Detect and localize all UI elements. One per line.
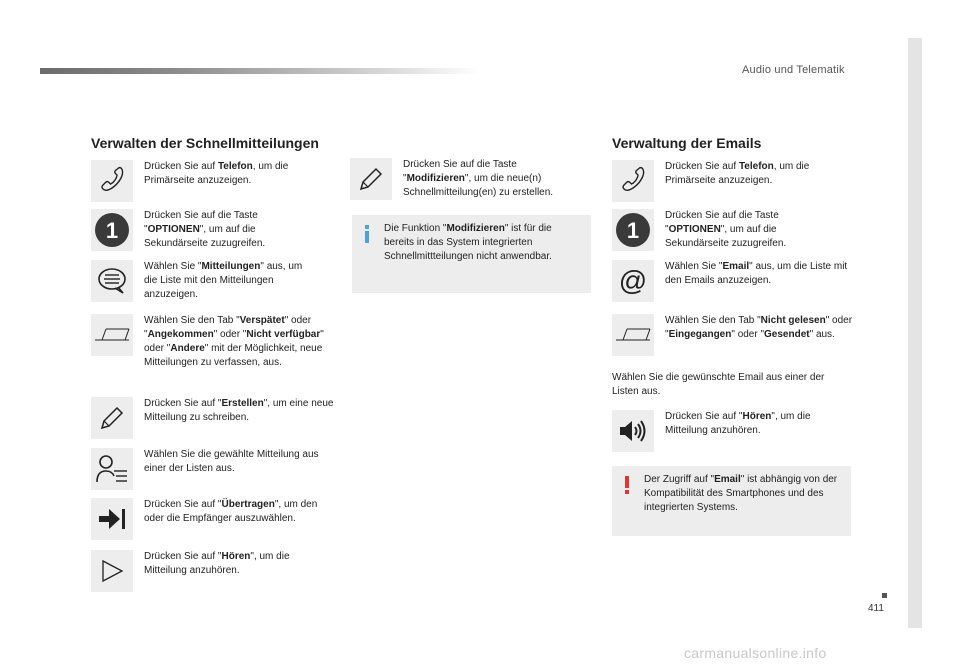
info-icon (362, 225, 372, 243)
step-row: @ Wählen Sie "Email" aus, um die Liste mit den Emails anzuzeigen. (612, 260, 855, 302)
step-row: Wählen Sie den Tab "Verspätet" oder "Angekommen" oder "Nicht verfügbar" oder "Andere" mit der Möglichkeit, neue Mitteilungen zu verfassen, aus. (91, 314, 324, 370)
svg-text:1: 1 (626, 218, 640, 243)
play-icon (91, 550, 133, 592)
watermark: carmanualsonline.info (684, 645, 827, 661)
step-row: Drücken Sie auf Telefon, um die Primärseite anzuzeigen. (91, 160, 314, 202)
tabs-icon (91, 314, 133, 356)
chapter-title: Audio und Telematik (742, 64, 845, 76)
svg-text:1: 1 (105, 218, 119, 243)
header-gradient-bar (40, 68, 480, 74)
step-row: 1 Drücken Sie auf die Taste "OPTIONEN", um auf die Sekundärseite zuzugreifen. (91, 209, 314, 251)
warning-icon (622, 476, 632, 494)
message-bubble-icon (91, 260, 133, 302)
contact-list-icon (91, 448, 133, 490)
step-row: Drücken Sie auf "Erstellen", um eine neue Mitteilung zu schreiben. (91, 397, 334, 439)
step-row: 1 Drücken Sie auf die Taste "OPTIONEN", um auf die Sekundärseite zuzugreifen. (612, 209, 835, 251)
page-number: 411 (868, 603, 884, 614)
speaker-icon (612, 410, 654, 452)
step-row: Wählen Sie den Tab "Nicht gelesen" oder "Eingegangen" oder "Gesendet" aus. (612, 314, 855, 356)
step-row: Wählen Sie die gewählte Mitteilung aus einer der Listen aus. (91, 448, 324, 490)
section-title-emails: Verwaltung der Emails (612, 135, 762, 151)
warning-note: Der Zugriff auf "Email" ist abhängig von der Kompatibilität des Smartphones und des integrierten Systems. (612, 466, 851, 536)
at-sign-icon (612, 260, 654, 302)
side-tab-strip (908, 38, 922, 628)
section-title-quick-messages: Verwalten der Schnellmitteilungen (91, 135, 319, 151)
info-note: Die Funktion "Modifizieren" ist für die bereits in das System integrierten Schnellmittteilungen nicht anwendbar. (352, 215, 591, 293)
tabs-icon (612, 314, 654, 356)
page-marker (882, 593, 887, 598)
step-row: Drücken Sie auf "Hören", um die Mitteilung anzuhören. (91, 550, 324, 592)
step-row: Wählen Sie "Mitteilungen" aus, um die Liste mit den Mitteilungen anzuzeigen. (91, 260, 314, 302)
pencil-icon (91, 397, 133, 439)
pencil-icon (350, 158, 392, 200)
number-one-icon (91, 209, 133, 251)
step-row: Drücken Sie auf "Übertragen", um den oder die Empfänger auszuwählen. (91, 498, 324, 540)
step-row: Drücken Sie auf die Taste "Modifizieren", um die neue(n) Schnellmitteilung(en) zu erstellen. (350, 158, 583, 200)
number-one-icon (612, 209, 654, 251)
phone-handset-icon (91, 160, 133, 202)
step-row: Drücken Sie auf "Hören", um die Mitteilung anzuhören. (612, 410, 845, 452)
phone-handset-icon (612, 160, 654, 202)
svg-text:@: @ (618, 265, 648, 296)
step-row: Drücken Sie auf Telefon, um die Primärseite anzuzeigen. (612, 160, 835, 202)
transfer-icon (91, 498, 133, 540)
instruction-text: Wählen Sie die gewünschte Email aus einer der Listen aus. (612, 372, 825, 397)
